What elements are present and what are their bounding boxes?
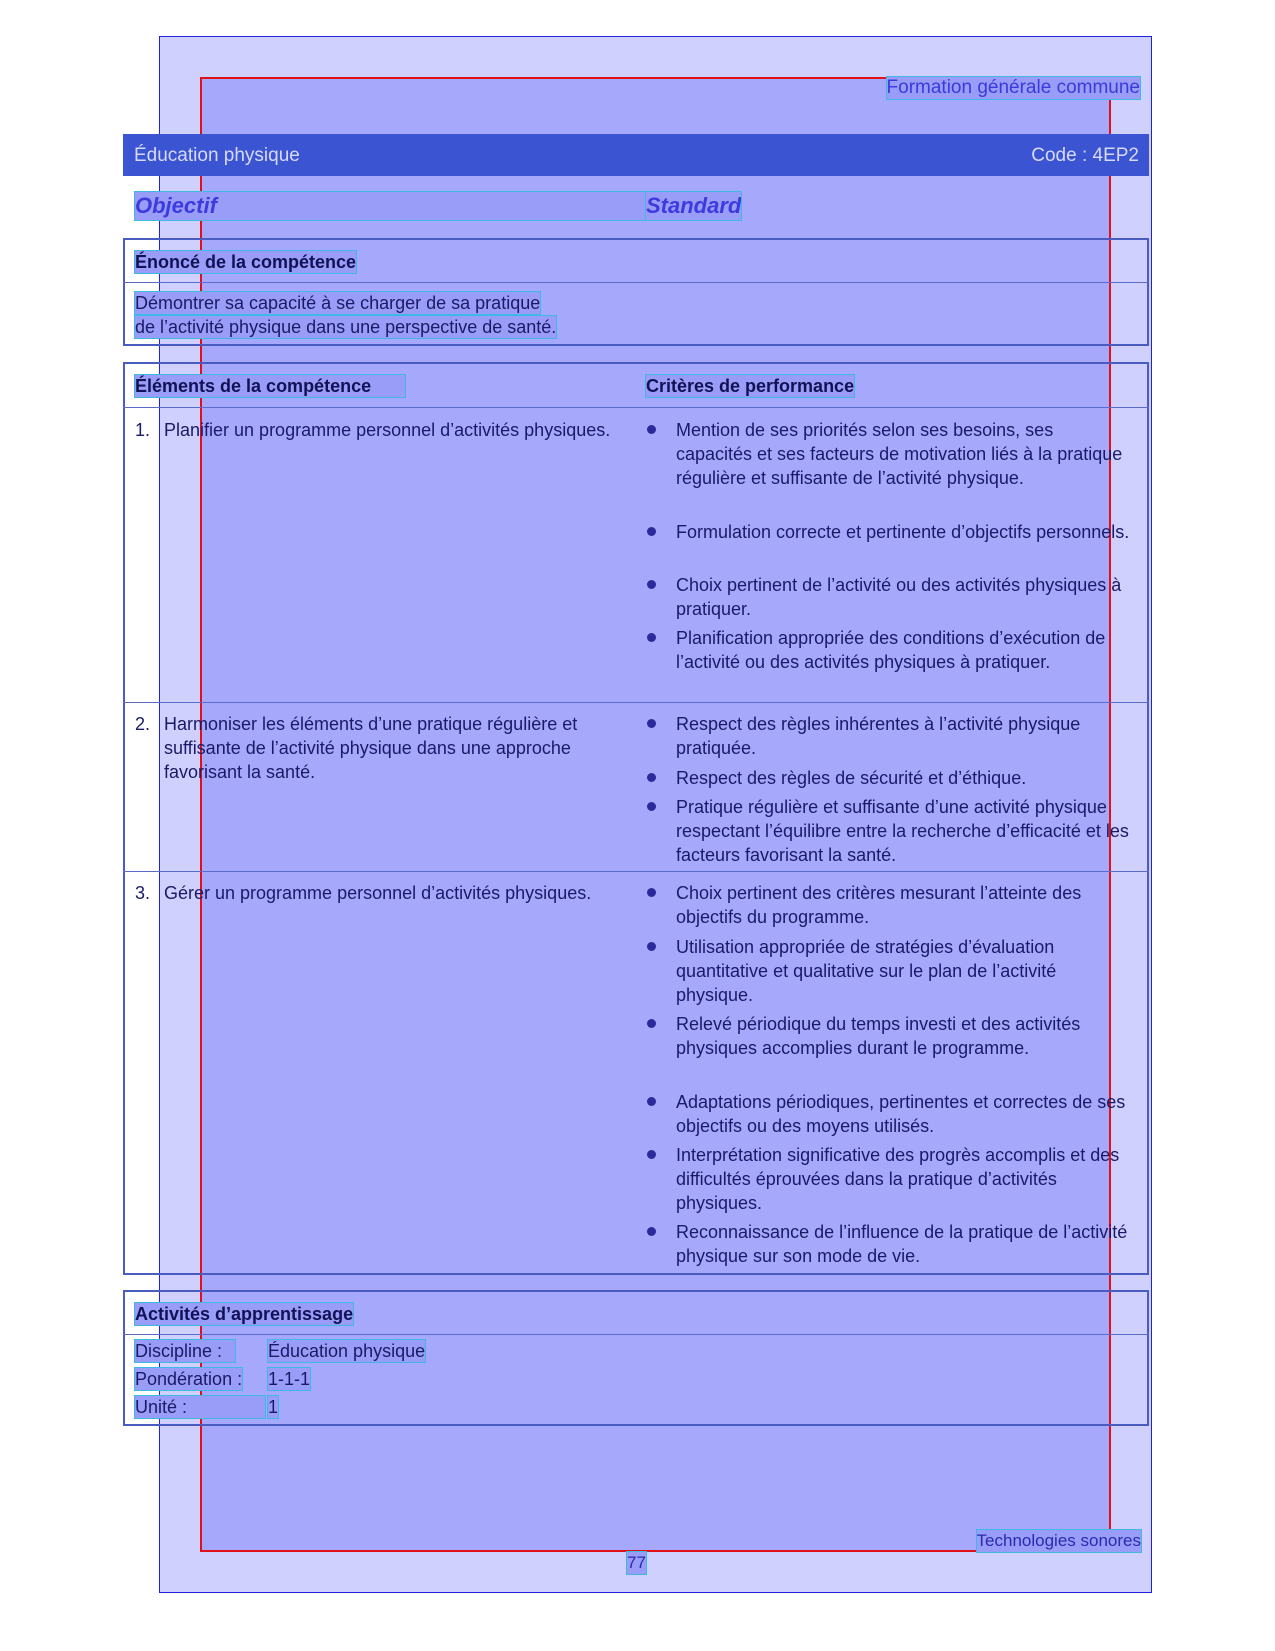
running-header: Formation générale commune [886, 77, 1140, 98]
divider [123, 1334, 1149, 1335]
objective-heading: Objectif [135, 192, 645, 220]
unit-value: 1 [268, 1397, 279, 1417]
table-header-divider [123, 407, 1149, 408]
criterion-text: Adaptations périodiques, pertinentes et correctes de ses objectifs ou des moyens utilisés. [676, 1092, 1126, 1136]
footer-program: Technologies sonores [976, 1531, 1141, 1550]
element-text: Gérer un programme personnel d’activités physiques. [164, 883, 592, 903]
course-title: Éducation physique [134, 145, 300, 166]
element-text: Harmoniser les éléments d’une pratique régulière et suffisante de l’activité physique dans une approche favorisant la santé. [164, 714, 578, 782]
bullet-icon [647, 719, 656, 728]
bullet-icon [647, 425, 656, 434]
discipline-label: Discipline : [135, 1340, 235, 1362]
learning-activities-heading: Activités d’apprentissage [135, 1304, 354, 1324]
element-number: 3. [135, 883, 151, 903]
bullet-icon [647, 1097, 656, 1106]
criterion-text: Formulation correcte et pertinente d’objectifs personnels. [676, 522, 1130, 542]
column-header-criteria: Critères de performance [646, 376, 855, 396]
criterion-text: Pratique régulière et suffisante d’une activité physique respectant l’équilibre entre la recherche d’efficacité et les facteurs favorisant la santé. [676, 797, 1129, 865]
bullet-icon [647, 633, 656, 642]
bullet-icon [647, 580, 656, 589]
bullet-icon [647, 527, 656, 536]
criterion-text: Respect des règles de sécurité et d’éthique. [676, 768, 1027, 788]
criterion-text: Planification appropriée des conditions d’exécution de l’activité ou des activités physiques à pratiquer. [676, 628, 1106, 672]
competency-statement-heading: Énoncé de la compétence [135, 252, 357, 272]
unit-label: Unité : [135, 1396, 265, 1418]
element-text: Planifier un programme personnel d’activités physiques. [164, 420, 611, 440]
column-header-elements: Éléments de la compétence [135, 375, 405, 397]
element-number: 1. [135, 420, 151, 440]
element-number: 2. [135, 714, 151, 734]
bullet-icon [647, 1019, 656, 1028]
table-row-divider [123, 871, 1149, 872]
criterion-text: Mention de ses priorités selon ses besoins, ses capacités et ses facteurs de motivation liés à la pratique régulière et suffisante de l’activité physique. [676, 420, 1123, 488]
bullet-icon [647, 1150, 656, 1159]
bullet-icon [647, 942, 656, 951]
weighting-value: 1-1-1 [268, 1369, 311, 1389]
competency-statement-line: Démontrer sa capacité à se charger de sa pratique [135, 293, 541, 313]
bullet-icon [647, 1227, 656, 1236]
criterion-text: Choix pertinent de l’activité ou des activités physiques à pratiquer. [676, 575, 1122, 619]
criterion-text: Respect des règles inhérentes à l’activité physique pratiquée. [676, 714, 1081, 758]
bullet-icon [647, 888, 656, 897]
criterion-text: Reconnaissance de l’influence de la pratique de l’activité physique sur son mode de vie. [676, 1222, 1128, 1266]
criterion-text: Interprétation significative des progrès accomplis et des difficultés éprouvées dans la pratique d’activités physiques. [676, 1145, 1120, 1213]
criterion-text: Choix pertinent des critères mesurant l’atteinte des objectifs du programme. [676, 883, 1082, 927]
bullet-icon [647, 802, 656, 811]
competency-statement-line: de l’activité physique dans une perspective de santé. [135, 317, 557, 337]
bullet-icon [647, 773, 656, 782]
criterion-text: Utilisation appropriée de stratégies d’évaluation quantitative et qualitative sur le plan de l’activité physique. [676, 937, 1057, 1005]
standard-heading: Standard [646, 193, 742, 218]
discipline-value: Éducation physique [268, 1341, 426, 1361]
table-row-divider [123, 702, 1149, 703]
divider [123, 282, 1149, 283]
page-number: 77 [627, 1553, 646, 1572]
criterion-text: Relevé périodique du temps investi et des activités physiques accomplies durant le programme. [676, 1014, 1081, 1058]
weighting-label: Pondération : [135, 1369, 243, 1389]
course-code: Code : 4EP2 [1031, 145, 1139, 166]
